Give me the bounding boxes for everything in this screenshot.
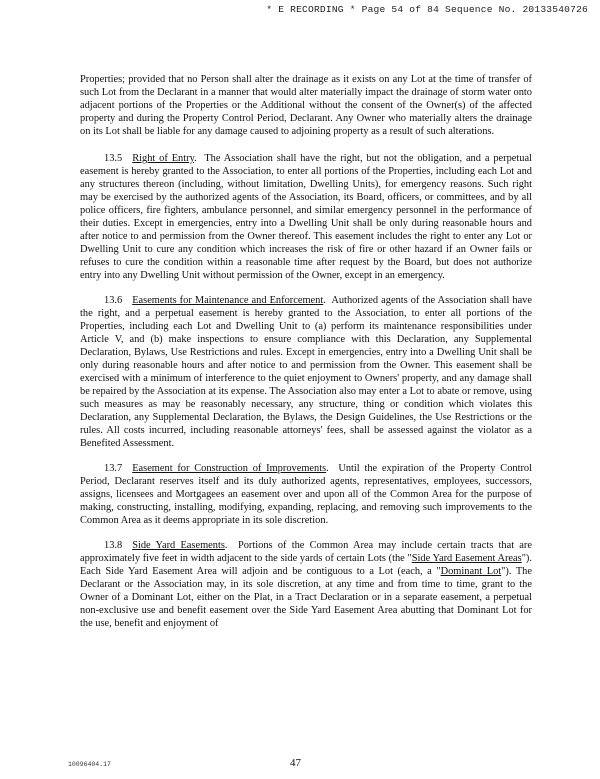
section-title: Side Yard Easements	[132, 540, 225, 551]
section-text: "). The Declarant or the Association may, in its sole discretion, at any time and from time to time, grant to the Owner of a Dominant Lot, either on the Plat, in a Tract Declaration or in a separate easement, a perpetual non-exclusive use and benefit easement over the Side Yard Easement Area abutting that Dominant Lot for the use, benefit and enjoyment of	[80, 566, 532, 629]
recording-header: * E RECORDING * Page 54 of 84 Sequence No. 20133540726	[266, 4, 588, 15]
section-text: "). Each Side Yard Easement Area will adjoin and be contiguous to a Lot (each, a "	[80, 553, 532, 577]
section-text: Authorized agents of the Association shall have the right, and a perpetual easement is hereby granted to the Association, to enter all portions of the Properties, including each Lot and Dwelling Unit to (a) perform its maintenance responsibilities under Article V, and (b) make inspections to ensure compliance with this Declaration, any Supplemental Declaration, Bylaws, Use Restrictions and rules. Except in emergencies, entry into a Dwelling Unit shall be only during reasonable hours and after notice to and permission from the Owner. This easement shall be exercised with a minimum of interference to the quiet enjoyment to Owners' property, and any damage shall be repaired by the Association at its expense. The Association also may enter a Lot to abate or remove, using such measures as may be reasonably necessary, any structure, thing or condition which violates this Declaration, any Supplemental Declaration, the Bylaws, the Design Guidelines, the Use Restrictions or the rules. All costs incurred, including reasonable attorneys' fees, shall be assessed against the violator as a Benefited Assessment.	[80, 295, 532, 449]
section-text: Portions of the Common Area may include certain tracts that are approximately five feet in width adjacent to the side yards of certain Lots (the "	[80, 540, 532, 564]
section-13-5: 13.5 Right of Entry. The Association shall have the right, but not the obligation, and a perpetual easement is hereby granted to the Association, to enter all portions of the Properties, including each Lot and any structures thereon (including, without limitation, Dwelling Units), for emergency reasons. Such right may be exercised by the authorized agents of the Association, its Board, officers, or committees, and by all police officers, fire fighters, ambulance personnel, and similar emergency personnel in the performance of their duties. Except in emergencies, entry into a Dwelling Unit shall be only during reasonable hours and after notice to and permission from the Owner thereof. This easement includes the right to enter any Lot or Dwelling Unit to cure any condition which increases the risk of fire or other hazard if an Owner fails or refuses to cure the condition within a reasonable time after request by the Board, but does not authorize entry into any Dwelling Unit without permission of the Owner, except in an emergency.	[80, 153, 532, 281]
continuation-paragraph: Properties; provided that no Person shall alter the drainage as it exists on any Lot at the time of transfer of such Lot from the Declarant in a manner that would alter materially impact the drainage of storm water onto adjacent portions of the Properties or the Additional without the consent of the Owner(s) of the affected property and during the Property Control Period, Declarant. Any Owner who materially alters the drainage on its Lot shall be liable for any damage caused to adjoining property as a result of such alterations.	[80, 74, 532, 137]
page-number: 47	[290, 757, 301, 769]
section-title: Easements for Maintenance and Enforcement	[132, 295, 324, 306]
defined-term: Side Yard Easement Areas	[411, 553, 522, 564]
document-code: 10096404.17	[68, 761, 111, 768]
section-text: Until the expiration of the Property Control Period, Declarant reserves itself and its duly authorized agents, representatives, employees, successors, assigns, licensees and Mortgagees an easement over and upon all of the Common Area for the purpose of making, constructing, installing, modifying, expanding, replacing, and removing such improvements to the Common Area as it deems appropriate in its sole discretion.	[80, 463, 533, 526]
section-text: The Association shall have the right, but not the obligation, and a perpetual easement is hereby granted to the Association, to enter all portions of the Properties, including each Lot and any structures thereon (including, without limitation, Dwelling Units), for emergency reasons. Such right may be exercised by the authorized agents of the Association, its Board, officers, or committees, and by all police officers, fire fighters, ambulance personnel, and similar emergency personnel in the performance of their duties. Except in emergencies, entry into a Dwelling Unit shall be only during reasonable hours and after notice to and permission from the Owner thereof. This easement includes the right to enter any Lot or Dwelling Unit to cure any condition which increases the risk of fire or other hazard if an Owner fails or refuses to cure the condition within a reasonable time after request by the Board, but does not authorize entry into any Dwelling Unit without permission of the Owner, except in an emergency.	[80, 153, 532, 281]
section-13-6: 13.6 Easements for Maintenance and Enforcement. Authorized agents of the Association shall have the right, and a perpetual easement is hereby granted to the Association, to enter all portions of the Properties, including each Lot and Dwelling Unit to (a) perform its maintenance responsibilities under Article V, and (b) make inspections to ensure compliance with this Declaration, any Supplemental Declaration, Bylaws, Use Restrictions and rules. Except in emergencies, entry into a Dwelling Unit shall be only during reasonable hours and after notice to and permission from the Owner. This easement shall be exercised with a minimum of interference to the quiet enjoyment to Owners' property, and any damage shall be repaired by the Association at its expense. The Association also may enter a Lot to abate or remove, using such measures as may be reasonably necessary, any structure, thing or condition which violates this Declaration, any Supplemental Declaration, the Bylaws, the Design Guidelines, the Use Restrictions or the rules. All costs incurred, including reasonable attorneys' fees, shall be assessed against the violator as a Benefited Assessment.	[80, 295, 532, 449]
section-number: 13.7	[104, 463, 123, 474]
defined-term: Dominant Lot	[440, 566, 502, 577]
section-title: Right of Entry	[132, 153, 195, 164]
section-13-7: 13.7 Easement for Construction of Improvements. Until the expiration of the Property Control Period, Declarant reserves itself and its duly authorized agents, representatives, employees, successors, assigns, licensees and Mortgagees an easement over and upon all of the Common Area for the purpose of making, constructing, installing, modifying, expanding, replacing, and removing such improvements to the Common Area as it deems appropriate in its sole discretion.	[80, 463, 533, 526]
section-number: 13.6	[104, 295, 123, 306]
document-body	[80, 73, 532, 642]
section-title: Easement for Construction of Improvements	[132, 463, 327, 474]
section-number: 13.8	[104, 540, 123, 551]
section-number: 13.5	[104, 153, 123, 164]
section-13-8: 13.8 Side Yard Easements. Portions of the Common Area may include certain tracts that are approximately five feet in width adjacent to the side yards of certain Lots (the "Side Yard Easement Areas"). Each Side Yard Easement Area will adjoin and be contiguous to a Lot (each, a "Dominant Lot"). The Declarant or the Association may, in its sole discretion, at any time and from time to time, grant to the Owner of a Dominant Lot, either on the Plat, in a Tract Declaration or in a separate easement, a perpetual non-exclusive use and benefit easement over the Side Yard Easement Area abutting that Dominant Lot for the use, benefit and enjoyment of	[80, 540, 532, 629]
